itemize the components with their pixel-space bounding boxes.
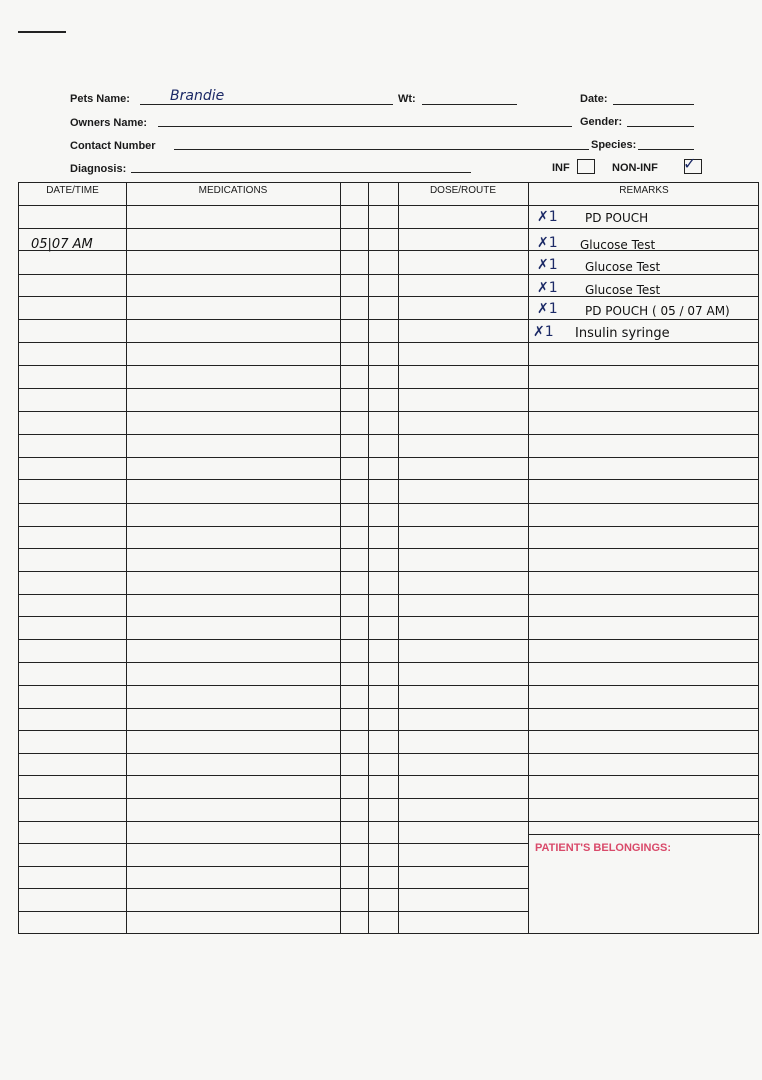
row-line — [19, 503, 758, 504]
contact-line[interactable] — [174, 149, 589, 150]
diagnosis-line[interactable] — [131, 172, 471, 173]
row-line — [19, 753, 758, 754]
header-remarks: REMARKS — [619, 185, 669, 196]
inf-label: INF — [552, 162, 570, 174]
species-line[interactable] — [638, 149, 694, 150]
owners-name-line[interactable] — [158, 126, 572, 127]
belongings-box-top — [528, 834, 760, 835]
remark-entry[interactable]: Glucose Test — [580, 238, 656, 252]
row-line — [19, 798, 758, 799]
remark-entry[interactable]: Glucose Test — [585, 283, 661, 297]
date-label: Date: — [580, 93, 608, 105]
remark-entry[interactable]: PD POUCH ( 05 / 07 AM) — [585, 304, 730, 318]
row-line — [19, 685, 758, 686]
row-line — [19, 616, 758, 617]
header-datetime: DATE/TIME — [46, 185, 99, 196]
row-line — [19, 388, 758, 389]
row-line — [19, 888, 528, 889]
noninf-label: NON-INF — [612, 162, 658, 174]
remark-entry[interactable]: Glucose Test — [585, 260, 661, 274]
species-label: Species: — [591, 139, 637, 151]
row-line — [19, 639, 758, 640]
tally-mark: ✗1 — [537, 257, 558, 273]
inf-checkbox[interactable] — [577, 159, 595, 174]
row-line — [19, 866, 528, 867]
contact-label: Contact Number — [70, 140, 156, 152]
gender-line[interactable] — [627, 126, 694, 127]
remark-entry[interactable]: Insulin syringe — [575, 326, 670, 341]
row-line — [19, 730, 758, 731]
header-dose: DOSE/ROUTE — [429, 185, 497, 196]
checkmark-icon: ✓ — [683, 154, 697, 173]
pets-name-value[interactable]: Brandie — [170, 88, 225, 104]
medication-table — [18, 182, 759, 934]
row-line — [19, 708, 758, 709]
remark-entry[interactable]: PD POUCH — [585, 211, 649, 225]
row-line — [19, 457, 758, 458]
tally-mark: ✗1 — [537, 209, 558, 225]
tally-mark: ✗1 — [537, 301, 558, 317]
row-line — [19, 228, 758, 229]
date-line[interactable] — [613, 104, 694, 105]
tally-mark: ✗1 — [537, 280, 558, 296]
noninf-checkbox[interactable] — [683, 154, 702, 174]
row-line — [19, 296, 758, 297]
row-line — [19, 662, 758, 663]
row-line — [19, 479, 758, 480]
header-medications: MEDICATIONS — [198, 185, 268, 196]
row-line — [19, 365, 758, 366]
row-line — [19, 911, 528, 912]
gender-label: Gender: — [580, 116, 623, 128]
row-line — [19, 526, 758, 527]
row-line — [19, 434, 758, 435]
row-line — [19, 205, 758, 206]
row-line — [19, 843, 528, 844]
row-line — [19, 775, 758, 776]
row-line — [19, 411, 758, 412]
pets-name-line — [140, 104, 393, 105]
row-line — [19, 548, 758, 549]
row-line — [19, 250, 758, 251]
owners-name-label: Owners Name: — [70, 117, 148, 129]
row-line — [19, 274, 758, 275]
diagnosis-label: Diagnosis: — [70, 163, 127, 175]
pets-name-label: Pets Name: — [70, 93, 130, 105]
row-line — [19, 342, 758, 343]
corner-mark — [18, 31, 66, 33]
row-line — [19, 319, 758, 320]
row-line — [19, 594, 758, 595]
row-line — [19, 821, 758, 822]
tally-mark: ✗1 — [537, 235, 558, 251]
row-line — [19, 571, 758, 572]
patients-belongings-label: PATIENT'S BELONGINGS: — [535, 842, 672, 854]
tally-mark: ✗1 — [533, 324, 554, 340]
wt-line[interactable] — [422, 104, 517, 105]
datetime-entry[interactable]: 05|07 AM — [31, 237, 93, 252]
wt-label: Wt: — [398, 93, 416, 105]
